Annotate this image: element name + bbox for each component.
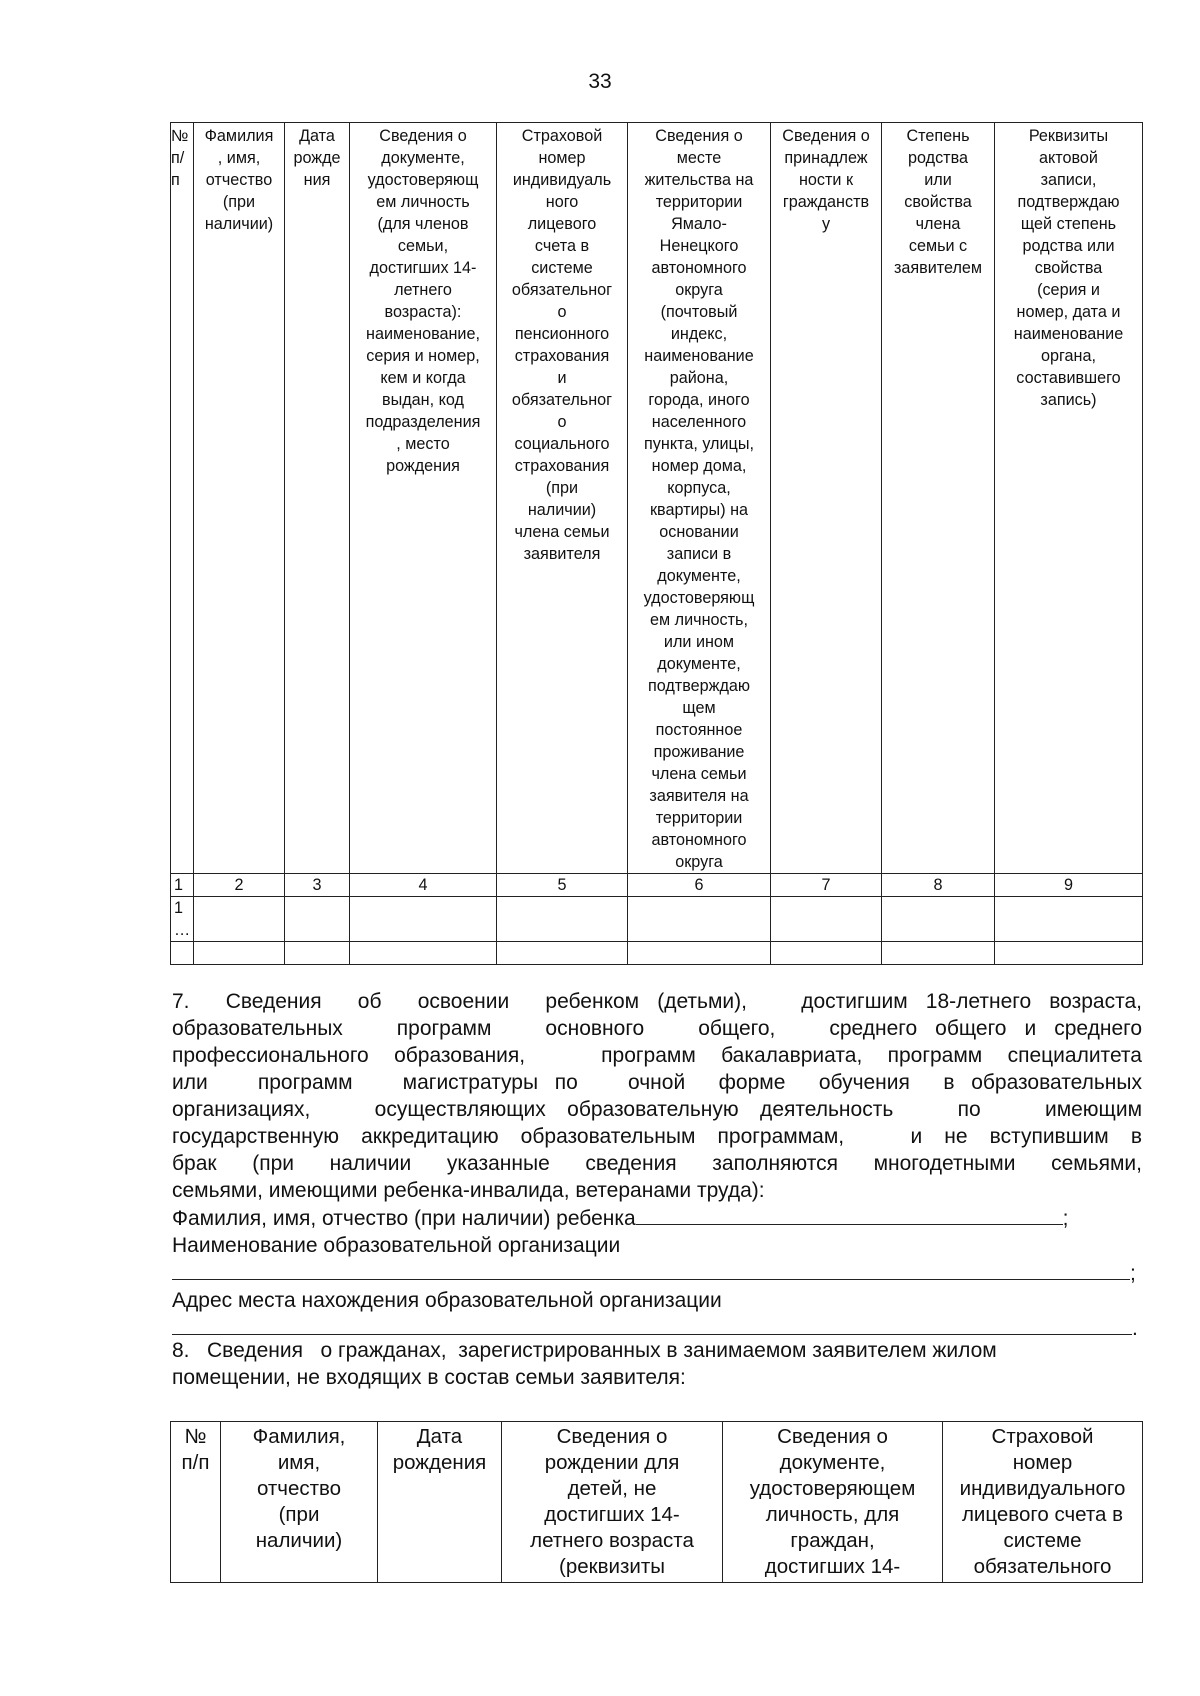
header-cell: Страховой номер индивидуаль ного лицевого счета в системе обязательног о пенсионного страхования и обязательног о социального страхования (при наличии) члена семьи заявителя	[497, 123, 628, 874]
header-cell: Реквизиты актовой записи, подтверждаю щей степень родства или свойства (серия и номер, дата и наименование органа, составившего запись)	[995, 123, 1143, 874]
table-cell[interactable]	[285, 897, 350, 942]
column-number: 9	[995, 874, 1143, 897]
column-number: 5	[497, 874, 628, 897]
org-address-input[interactable]	[172, 1314, 1132, 1335]
section-7-line: государственную аккредитацию образовательным программам, и не вступившим в	[172, 1125, 1142, 1148]
section-7-line: семьями, имеющими ребенка-инвалида, ветеранами труда):	[172, 1179, 765, 1202]
other-residents-table	[170, 1421, 1143, 1583]
section-7-line: образовательных программ основного общего, среднего общего и среднего	[172, 1017, 1142, 1040]
section-7-line: брак (при наличии указанные сведения заполняются многодетными семьями,	[172, 1152, 1142, 1175]
section-7-line: профессионального образования, программ бакалавриата, программ специалитета	[172, 1044, 1142, 1067]
header-cell: № п/ п	[171, 123, 194, 874]
header-cell: Степень родства или свойства члена семьи с заявителем	[882, 123, 995, 874]
column-number: 6	[628, 874, 771, 897]
org-name-label: Наименование образовательной организации	[172, 1234, 621, 1257]
column-number: 1	[171, 874, 194, 897]
section-7-line: или программ магистратуры по очной форме обучения в образовательных	[172, 1071, 1142, 1094]
section-8-line: помещении, не входящих в состав семьи заявителя:	[172, 1366, 686, 1389]
header-cell: Сведения о документе, удостоверяющ ем личность (для членов семьи, достигших 14- летнего возраста): наименование, серия и номер, кем и когда выдан, код подразделения , место рождения	[350, 123, 497, 874]
table-cell[interactable]	[882, 897, 995, 942]
column-number: 8	[882, 874, 995, 897]
table-header-row	[171, 123, 1143, 874]
section-8	[172, 1337, 1142, 1391]
header-cell: Сведения о принадлеж ности к гражданств у	[771, 123, 882, 874]
column-number-row	[171, 874, 1143, 897]
period: .	[1132, 1317, 1138, 1340]
table-header-row	[171, 1422, 1143, 1583]
table-cell[interactable]	[628, 897, 771, 942]
table-cell[interactable]	[995, 897, 1143, 942]
org-name-input[interactable]	[172, 1259, 1130, 1280]
table-cell[interactable]	[497, 897, 628, 942]
org-address-label: Адрес места нахождения образовательной организации	[172, 1289, 722, 1312]
header-cell: № п/п	[171, 1422, 221, 1583]
table-cell[interactable]	[882, 942, 995, 965]
table-cell[interactable]	[350, 897, 497, 942]
header-cell: Фамилия , имя, отчество (при наличии)	[194, 123, 285, 874]
section-7-line: организациях, осуществляющих образовательную деятельность по имеющим	[172, 1098, 1142, 1121]
table-cell[interactable]	[350, 942, 497, 965]
column-number: 3	[285, 874, 350, 897]
header-cell: Дата рождения	[378, 1422, 502, 1583]
table-row	[171, 942, 1143, 965]
table-cell[interactable]	[628, 942, 771, 965]
family-members-table	[170, 122, 1143, 965]
child-name-label: Фамилия, имя, отчество (при наличии) ребенка	[172, 1207, 636, 1230]
page-number: 33	[588, 70, 612, 93]
table-cell[interactable]	[995, 942, 1143, 965]
section-7-line: 7. Сведения об освоении ребенком (детьми), достигшим 18-летнего возраста,	[172, 990, 1142, 1013]
semicolon: ;	[1062, 1207, 1069, 1230]
column-number: 7	[771, 874, 882, 897]
section-8-line: 8. Сведения о гражданах, зарегистрированных в занимаемом заявителем жилом	[172, 1339, 997, 1362]
table-cell[interactable]	[771, 897, 882, 942]
org-name-field-row	[172, 1259, 1142, 1287]
column-number: 2	[194, 874, 285, 897]
table-cell[interactable]	[285, 942, 350, 965]
semicolon: ;	[1130, 1262, 1136, 1285]
header-cell: Сведения о рождении для детей, не достигших 14- летнего возраста (реквизиты	[502, 1422, 723, 1583]
column-number: 4	[350, 874, 497, 897]
table-cell[interactable]	[194, 897, 285, 942]
child-name-input[interactable]	[636, 1204, 1063, 1225]
table-cell[interactable]	[497, 942, 628, 965]
header-cell: Фамилия, имя, отчество (при наличии)	[221, 1422, 378, 1583]
row-number-cell[interactable]: 1 …	[171, 897, 194, 942]
section-7	[172, 988, 1142, 1342]
header-cell: Страховой номер индивидуального лицевого счета в системе обязательного	[943, 1422, 1143, 1583]
table-cell[interactable]	[194, 942, 285, 965]
header-cell: Сведения о месте жительства на территории Ямало- Ненецкого автономного округа (почтовый индекс, наименование района, города, иного населенного пункта, улицы, номер дома, корпуса, квартиры) на основании записи в документе, удостоверяющ ем личность, или ином документе, подтверждаю щем постоянное проживание члена семьи заявителя на территории автономного округа	[628, 123, 771, 874]
table-cell[interactable]	[171, 942, 194, 965]
header-cell: Дата рожде ния	[285, 123, 350, 874]
child-name-field-row	[172, 1204, 1142, 1232]
table-row	[171, 897, 1143, 942]
header-cell: Сведения о документе, удостоверяющем личность, для граждан, достигших 14-	[723, 1422, 943, 1583]
table-cell[interactable]	[771, 942, 882, 965]
